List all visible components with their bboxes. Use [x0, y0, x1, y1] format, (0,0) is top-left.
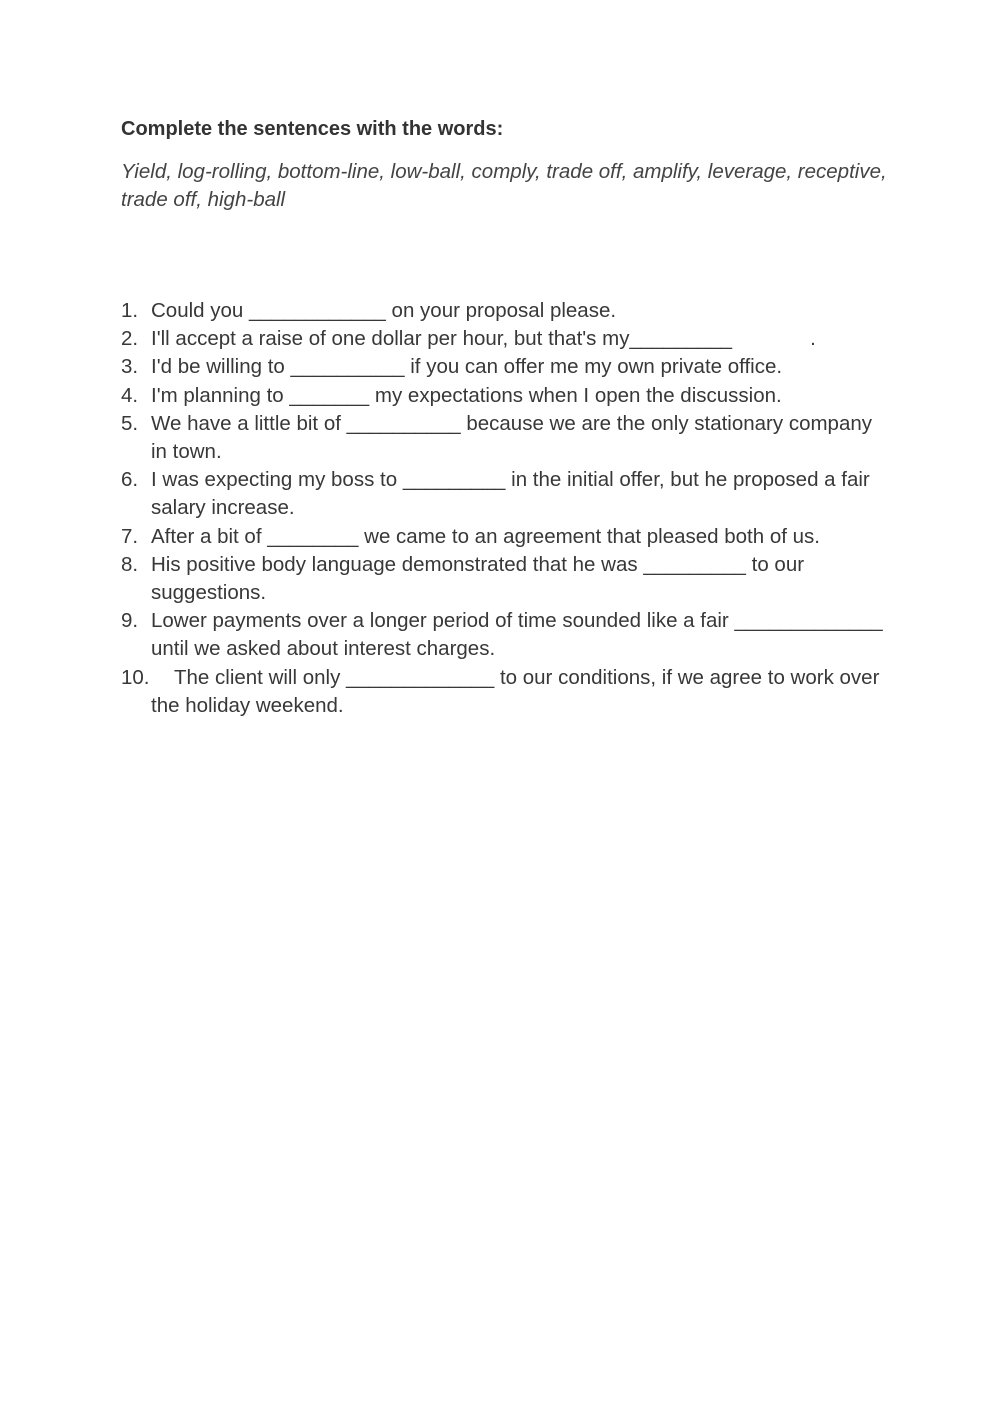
- sentence-text-before: We have a little bit of: [151, 411, 347, 435]
- worksheet-heading: Complete the sentences with the words:: [121, 118, 504, 140]
- sentence-text-before: I'll accept a raise of one dollar per hour, but that's my: [151, 327, 630, 351]
- item-number: 1.: [121, 299, 139, 322]
- list-item: [121, 297, 891, 325]
- item-number: 2.: [121, 327, 139, 351]
- list-item: [121, 410, 891, 466]
- item-number: 8.: [121, 552, 139, 576]
- item-number: 4.: [121, 383, 139, 407]
- sentence-text-after: my expectations when I open the discussion.: [369, 383, 782, 407]
- sentence-list: [121, 297, 891, 720]
- sentence-text-before: Lower payments over a longer period of time sounded like a fair: [151, 609, 735, 633]
- sentence-text-after: if you can offer me my own private office.: [404, 355, 783, 379]
- sentence-text-after: because we are the only stationary company in town.: [151, 411, 873, 464]
- sentence-text-after: in the initial offer, but he proposed a fair salary increase.: [151, 468, 870, 520]
- answer-blank: _____________: [734, 609, 883, 633]
- item-number: 3.: [121, 355, 139, 379]
- item-number: 5.: [121, 411, 139, 435]
- answer-blank: _________: [629, 327, 733, 351]
- word-bank: Yield, log-rolling, bottom-line, low-ball, comply, trade off, amplify, leverage, receptive, trade off, high-ball: [121, 160, 887, 211]
- list-item: [121, 607, 891, 663]
- item-number: 10.: [121, 665, 150, 689]
- answer-blank: _______: [289, 383, 370, 407]
- answer-blank: __________: [290, 355, 405, 379]
- answer-blank: _________: [643, 552, 746, 576]
- list-item: [121, 382, 891, 410]
- list-item: [121, 353, 891, 381]
- list-item: [121, 664, 891, 720]
- sentence-text-before: After a bit of: [151, 524, 268, 548]
- list-item: [121, 325, 891, 353]
- sentence-text-after: on your proposal please.: [385, 299, 617, 322]
- answer-blank: ________: [267, 524, 359, 548]
- sentence-text-after: to our conditions, if we agree to work over the holiday weekend.: [151, 665, 880, 717]
- sentence-text-after: until we asked about interest charges.: [151, 637, 496, 661]
- sentence-text-after: to our suggestions.: [151, 552, 805, 605]
- answer-blank: _____________: [346, 665, 495, 689]
- list-item: [121, 466, 891, 522]
- answer-blank: _________: [402, 468, 506, 492]
- item-number: 6.: [121, 468, 139, 492]
- sentence-text-before: I was expecting my boss to: [151, 468, 403, 492]
- sentence-text-before: Could you: [151, 299, 250, 322]
- item-number: 9.: [121, 609, 139, 633]
- item-number: 7.: [121, 524, 139, 548]
- sentence-text-before: His positive body language demonstrated that he was: [151, 552, 644, 576]
- list-item: [121, 523, 891, 551]
- answer-blank: __________: [346, 411, 461, 435]
- sentence-text-before: I'd be willing to: [151, 355, 291, 379]
- list-item: [121, 551, 891, 607]
- answer-blank: ____________: [249, 299, 386, 322]
- sentence-text-before: The client will only: [174, 665, 347, 689]
- sentence-text-after: we came to an agreement that pleased both of us.: [358, 524, 820, 548]
- sentence-text-after: .: [810, 327, 816, 351]
- sentence-text-before: I'm planning to: [151, 383, 290, 407]
